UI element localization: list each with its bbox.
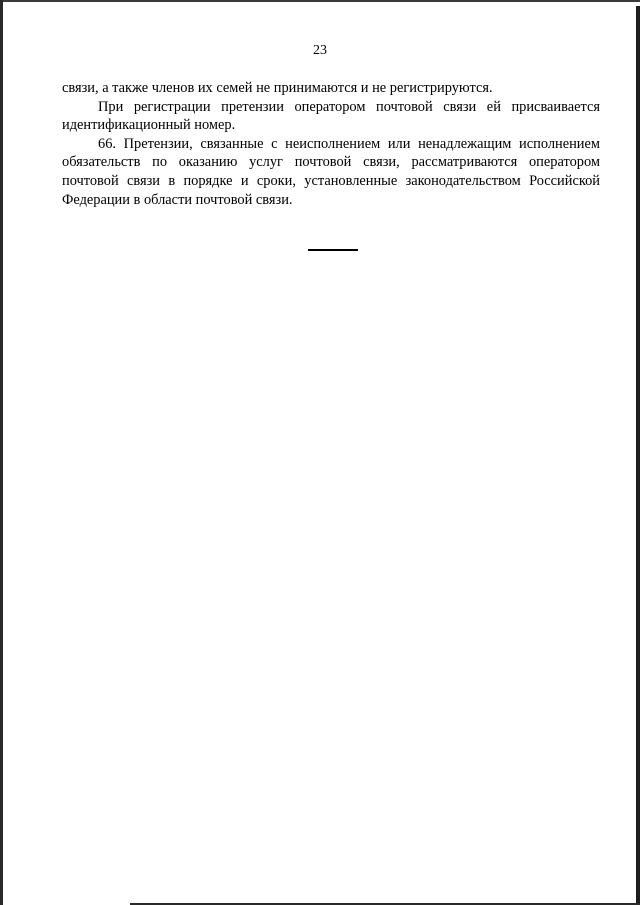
scan-edge-right xyxy=(636,6,640,905)
paragraph-registration: При регистрации претензии оператором почтовой связи ей присваивается идентификационный номер. xyxy=(62,98,600,134)
page-number: 23 xyxy=(313,43,327,58)
paragraph-continuation: связи, а также членов их семей не принимаются и не регистрируются. xyxy=(62,80,493,96)
scan-edge-left xyxy=(0,0,3,905)
scan-edge-top xyxy=(0,0,640,2)
document-body xyxy=(62,79,600,209)
paragraph-item-66: 66. Претензии, связанные с неисполнением или ненадлежащим исполнением обязательств по оказанию услуг почтовой связи, рассматриваются оператором почтовой связи в порядке и сроки, установленные законодательством Российской Федерации в области почтовой связи. xyxy=(62,135,600,208)
end-of-document-rule xyxy=(308,249,358,251)
